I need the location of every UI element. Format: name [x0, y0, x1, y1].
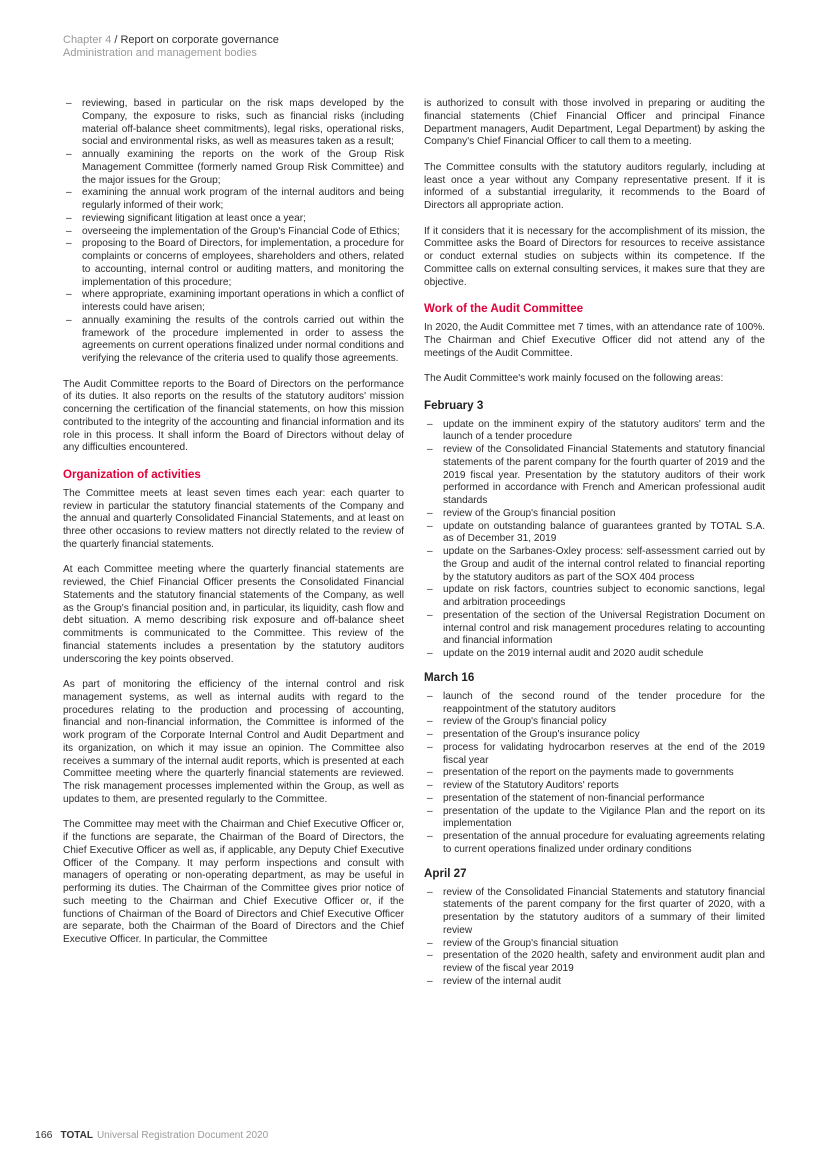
section-heading: Organization of activities: [63, 467, 201, 481]
list-item: – presentation of the update to the Vigilance Plan and the report on its implementation: [424, 806, 765, 832]
paragraph: The Committee meets at least seven times each year: each quarter to review in particular the statutory financial statements of the Company and the annual and quarterly Consolidated Financial Statements, and at least on three other occasions to review matters not directly related to the review of the quarterly financial statements.: [63, 487, 404, 550]
list-item: – update on the Sarbanes-Oxley process: self-assessment carried out by the Group and audit of the internal control related to financial reporting by the statutory auditors as part of the SOX 404 process: [424, 546, 765, 584]
list-item: – proposing to the Board of Directors, for implementation, a procedure for complaints or concerns of employees, shareholders and others, related to accounting, internal control or auditing matters, and monitoring the implementation of this procedure;: [63, 238, 404, 289]
list-item: – review of the Consolidated Financial Statements and statutory financial statements of the parent company for the first quarter of 2020, with a presentation by the statutory auditors of a summary of their limited review: [424, 887, 765, 938]
duties-list: [63, 98, 404, 366]
paragraph: The Committee may meet with the Chairman and Chief Executive Officer or, if the functions are separate, the Chairman of the Board of Directors, the Chief Executive Officer as well as, if applicable, any Deputy Chief Executive Officer of the Company. It may perform inspections and consult with managers of operating or non-operating department, as may be useful in performing its duties. The Chairman of the Committee gives prior notice of such meeting to the Chairman and Chief Executive Officer or, if the functions of Chairman of the Board of Directors and Chief Executive Officer are separate, both the Chairman of the Board of Directors and the Chief Executive Officer. In particular, the Committee: [63, 819, 404, 945]
left-column: [63, 98, 404, 960]
paragraph: As part of monitoring the efficiency of the internal control and risk management systems, as well as internal audits with regard to the procedures relating to the production and processing of accounting, financial and non-financial information, the Committee is informed of the work program of the Corporate Internal Control and Audit Department and its organization, on which it may issue an opinion. The Committee also receives a summary of the internal audit reports, which is presented at each Committee meeting where the quarterly financial statements are reviewed. The risk management processes implemented within the Group, as well as updates to them, are presented regularly to the Committee.: [63, 679, 404, 805]
list-item: – review of the Statutory Auditors' reports: [424, 780, 765, 793]
list-item: – presentation of the section of the Universal Registration Document on internal control and risk management procedures relating to accounting and financial information: [424, 610, 765, 648]
list-item: – review of the Group's financial position: [424, 508, 765, 521]
brand: TOTAL: [60, 1130, 93, 1141]
list-item: – update on the 2019 internal audit and 2020 audit schedule: [424, 648, 765, 661]
list-item: – review of the Group's financial policy: [424, 716, 765, 729]
list-item: – presentation of the report on the payments made to governments: [424, 767, 765, 780]
page-number: 166: [35, 1129, 53, 1141]
paragraph: The Audit Committee reports to the Board of Directors on the performance of its duties. It also reports on the results of the statutory auditors' mission concerning the certification of the financial statements, on how this mission contributed to the integrity of the accounting and financial information and its role in this process. It shall inform the Board of Directors without delay of any difficulties encountered.: [63, 378, 404, 454]
paragraph: At each Committee meeting where the quarterly financial statements are reviewed, the Chief Financial Officer presents the Consolidated Financial Statements and the statutory financial statements of the Company, as well as the Group's financial position and, in particular, its liquidity, cash flow and debt situation. A memo describing risk exposure and off-balance sheet commitments is communicated to the Committee. This review of the financial statements includes a presentation by the statutory auditors underscoring the key points observed.: [63, 564, 404, 665]
meeting-items: [424, 691, 765, 857]
list-item: – reviewing significant litigation at least once a year;: [63, 213, 404, 226]
list-item: – review of the Group's financial situation: [424, 938, 765, 951]
list-item: – update on outstanding balance of guarantees granted by TOTAL S.A. as of December 31, 2019: [424, 521, 765, 547]
meeting-items: [424, 419, 765, 661]
paragraph: The Audit Committee's work mainly focused on the following areas:: [424, 373, 724, 384]
paragraph: In 2020, the Audit Committee met 7 times, with an attendance rate of 100%. The Chairman and Chief Executive Officer did not attend any of the meetings of the Audit Committee.: [424, 322, 765, 359]
document-title: Universal Registration Document 2020: [96, 1130, 269, 1141]
meetings: [424, 399, 765, 989]
meeting-date: March 16: [424, 670, 475, 684]
running-header: [63, 34, 279, 60]
list-item: – examining the annual work program of the internal auditors and being regularly informed of their work;: [63, 187, 404, 213]
meeting-items: [424, 887, 765, 989]
page-footer: [35, 1129, 268, 1141]
list-item: – presentation of the statement of non-financial performance: [424, 793, 765, 806]
list-item: – review of the Consolidated Financial Statements and statutory financial statements of the parent company for the fourth quarter of 2019 and the 2019 fiscal year. Presentation by the statutory auditors of their work performed in accordance with French and American professional audit standards: [424, 444, 765, 508]
list-item: – annually examining the results of the controls carried out within the framework of the procedure implemented in order to assess the agreements on current operations finalized under normal conditions and verifying the relevance of the criteria used to qualify those agreements.: [63, 315, 404, 366]
list-item: – overseeing the implementation of the Group's Financial Code of Ethics;: [63, 226, 404, 239]
list-item: – annually examining the reports on the work of the Group Risk Management Committee (formerly named Group Risk Committee) and the major issues for the Group;: [63, 149, 404, 187]
list-item: – presentation of the annual procedure for evaluating agreements relating to current operations finalized under ordinary conditions: [424, 831, 765, 857]
paragraph: If it considers that it is necessary for the accomplishment of its mission, the Committee asks the Board of Directors for resources to receive assistance or conduct external studies on subjects within its competence. If the Committee calls on external consulting services, it makes sure that they are objective.: [424, 225, 765, 288]
list-item: – presentation of the Group's insurance policy: [424, 729, 765, 742]
list-item: – update on the imminent expiry of the statutory auditors' term and the launch of a tender procedure: [424, 419, 765, 445]
right-column: [424, 98, 765, 989]
list-item: – where appropriate, examining important operations in which a conflict of interests could have arisen;: [63, 289, 404, 315]
meeting-date: February 3: [424, 398, 484, 412]
list-item: – update on risk factors, countries subject to economic sanctions, legal and arbitration proceedings: [424, 584, 765, 610]
section-subtitle: Administration and management bodies: [63, 47, 257, 59]
list-item: – review of the internal audit: [424, 976, 765, 989]
section-heading: Work of the Audit Committee: [424, 302, 584, 315]
meeting-date: April 27: [424, 866, 467, 880]
paragraph: The Committee consults with the statutory auditors regularly, including at least once a year without any Company representative present. If it is informed of a substantial irregularity, it recommends to the Board of Directors all appropriate action.: [424, 161, 765, 211]
chapter-line: Chapter 4 / Report on corporate governance: [63, 34, 279, 46]
list-item: – presentation of the 2020 health, safety and environment audit plan and review of the fiscal year 2019: [424, 950, 765, 976]
paragraph: is authorized to consult with those involved in preparing or auditing the financial statements (Chief Financial Officer and principal Finance Department managers, Audit Department, Legal Department) by asking the Company's Chief Financial Officer to call them to a meeting.: [424, 98, 765, 148]
list-item: – process for validating hydrocarbon reserves at the end of the 2019 fiscal year: [424, 742, 765, 768]
list-item: – reviewing, based in particular on the risk maps developed by the Company, the exposure to risks, such as financial risks (including material off-balance sheet commitments), legal risks, operational risks, social and environmental risks, as well as measures taken as a result;: [63, 98, 404, 149]
list-item: – launch of the second round of the tender procedure for the reappointment of the statutory auditors: [424, 691, 765, 717]
